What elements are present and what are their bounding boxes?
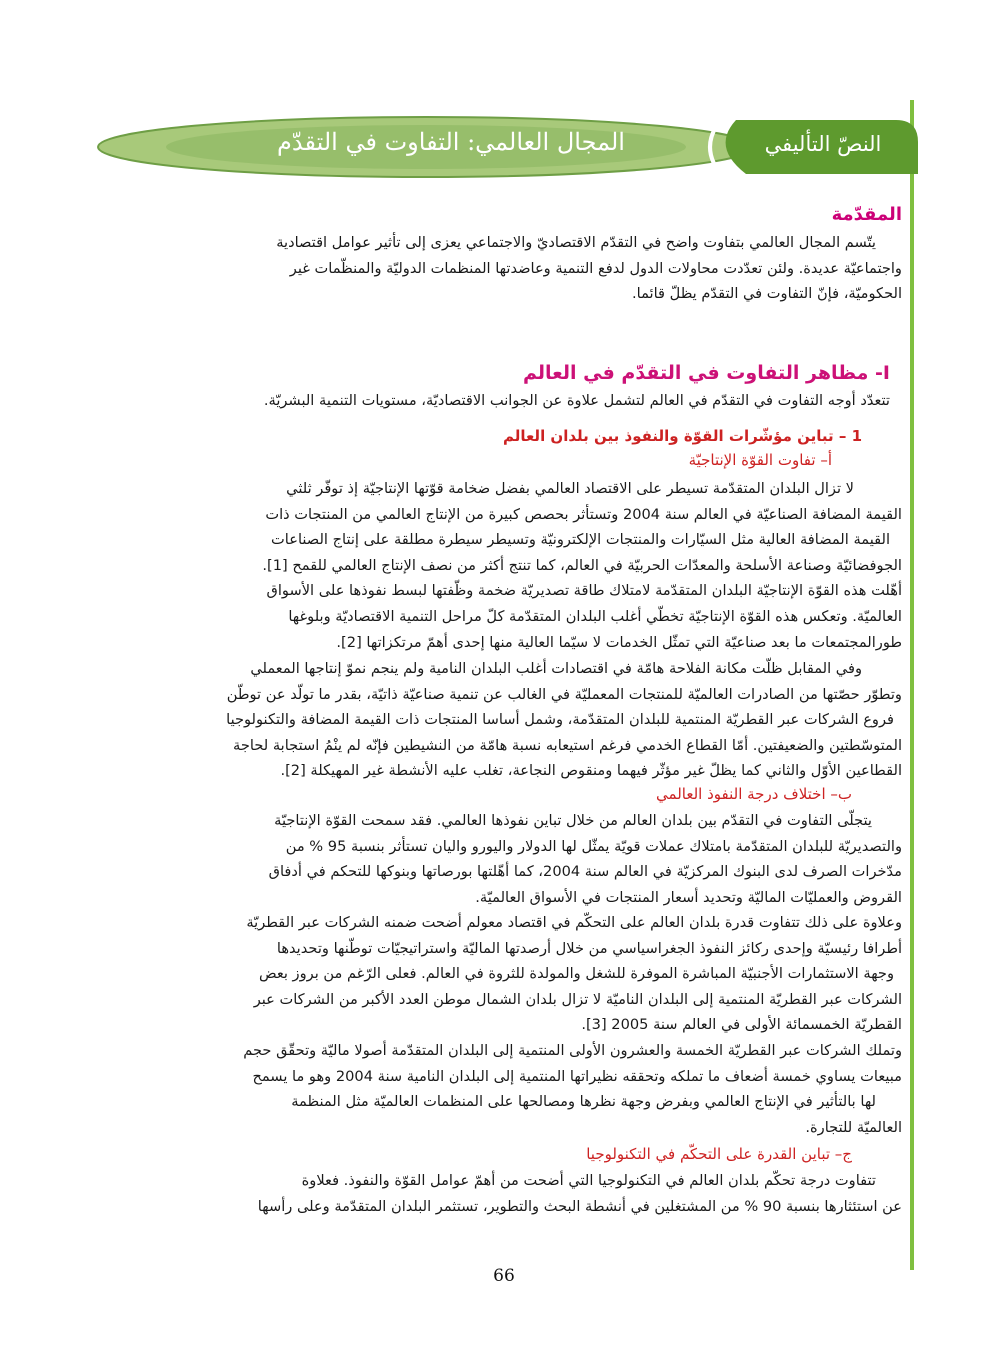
para-influence: يتجلّى التفاوت في التقدّم بين بلدان العالم من خلال تباين نفوذها العالمي. فقد سمحت القوّة الإنتاجيّة والتصديريّة للبلدان المتقدّمة بامتلاك عملات قويّة يمثّل لها الدولار واليورو واليان تستأثر بنسبة 95 % من مدّخرات الصرف لدى البنوك المركزيّة في العالم سنة 2004، كما أهّلتها بورصاتها وبنوكها للتحكم في أدفاق القروض والعمليّات الماليّة وتحديد أسعار المنتجات في الأسواق العالميّة. xyxy=(268,812,902,906)
para-technology: تتفاوت درجة تحكّم بلدان العالم في التكنولوجيا التي أضحت من أهمّ عوامل القوّة والنفوذ. فعلاوة عن استئثارها بنسبة 90 % من المشتغلين في أنشطة البحث والتطوير، تستثمر البلدان المتقدّمة وعلى رأسها xyxy=(257,1172,902,1215)
para-multinationals: وعلاوة على ذلك تتفاوت قدرة بلدان العالم على التحكّم في اقتصاد معولم أضحت ضمنه الشركات عبر القطريّة أطرافا رئيسيّة وإحدى ركائز النفوذ الجغراسياسي من خلال أرصدتها الماليّة واستراتيجيّات توطّنها وتحديدها وجهة الاستثمارات الأجنبيّة المباشرة الموفرة للشغل والمولدة للثروة في العالم. فعلى الرّغم من بروز بعض الشركات عبر القطريّة المنتمية إلى البلدان الناميّة لا تزال بلدان الشمال موطن العدد الأكبر من الشركات عبر القطريّة الخمسمائة الأولى في العالم سنة 2005 [3]. xyxy=(246,914,902,1034)
sub1-a-heading: أ– تفاوت القوّة الإنتاجيّة xyxy=(688,451,832,469)
intro-paragraph: يتّسم المجال العالمي بتفاوت واضح في التقدّم الاقتصاديّ والاجتماعي يعزى إلى تأثير عوامل اقتصادية واجتماعيّة عديدة. ولئن تعدّدت محاولات الدول لدفع التنمية وعاضدتها المنظمات الدوليّة والمنظّمات غير الحكوميّة، فإنّ التفاوت في التقدّم يظلّ قائما. xyxy=(276,234,902,303)
header-label: النصّ التأليفي xyxy=(764,132,882,156)
para-production: لا تزال البلدان المتقدّمة تسيطر على الاقتصاد العالمي بفضل ضخامة قوّتها الإنتاجيّة إذ توفّر ثلثي القيمة المضافة الصناعيّة في العالم سنة 2004 وتستأثر بحصص كبيرة من الإنتاج العالمي من المنتجات ذات القيمة المضافة العالية مثل السيّارات والمنتجات الإلكترونيّة وتسيطر سيطرة مطلقة على إنتاج الصناعات الجوفضائيّة وصناعة الأسلحة والمعدّات الحربيّة في العالم، كما تنتج أكثر من نصف الإنتاج العالمي للقمح [1]. أهّلت هذه القوّة الإنتاجيّة البلدان المتقدّمة لامتلاك طاقة تصديريّة ضخمة وظّفتها لبسط نفوذها على الأسواق العالميّة. وتعكس هذه القوّة الإنتاجيّة تخطّي أغلب البلدان المتقدّمة كلّ مراحل التنمية الاقتصاديّة وبلوغها طورالمجتمعات ما بعد صناعيّة التي تمثّل الخدمات لا سيّما العالية منها إحدى أهمّ مرتكزاتها [2]. xyxy=(262,480,902,651)
section1-heading: I- مظاهر التفاوت في التقدّم في العالم xyxy=(522,362,890,384)
sub1-b-heading: ب– اختلاف درجة النفوذ العالمي xyxy=(656,785,852,803)
para-assets: وتملك الشركات عبر القطريّة الخمسة والعشرون الأولى المنتمية إلى البلدان المتقدّمة أصولا ماليّة وتحقّق حجم مبيعات يساوي خمسة أضعاف ما تملكه وتحققه نظيراتها المنتمية إلى البلدان النامية سنة 2004 وهو ما يسمح لها بالتأثير في الإنتاج العالمي وبفرض وجهة نظرها ومصالحها على المنظمات العالميّة مثل المنظمة العالميّة للتجارة. xyxy=(243,1042,902,1136)
side-rule xyxy=(910,100,914,1270)
sub1-c-heading: ج– تباين القدرة على التحكّم في التكنولوجيا xyxy=(586,1145,852,1163)
sub1-heading: 1 – تباين مؤشّرات القوّة والنفوذ بين بلدان العالم xyxy=(502,427,862,445)
section1-paragraph: تتعدّد أوجه التفاوت في التقدّم في العالم لتشمل علاوة عن الجوانب الاقتصاديّة، مستويات التنمية البشريّة. xyxy=(263,392,890,409)
header-title: المجال العالمي: التفاوت في التقدّم xyxy=(277,128,625,156)
para-developing: وفي المقابل ظلّت مكانة الفلاحة هامّة في اقتصادات أغلب البلدان النامية ولم ينجم نموّ إنتاجها المعملي وتطوّر حصّتها من الصادرات العالميّة للمنتجات المعمليّة في الغالب عن تنمية صناعيّة ذاتيّة، بقدر ما تولّد عن توطّن فروع الشركات عبر القطريّة المنتمية للبلدان المتقدّمة، وشمل أساسا المنتجات ذات القيمة المضافة والتكنولوجيا المتوسّطتين والضعيفتين. أمّا القطاع الخدمي فرغم استيعابه نسبة هامّة من النشيطين فإنّه لم ينْمُ استجابة لحاجة القطاعين الأوّل والثاني كما يظلّ غير مؤثّر فيهما ومنقوص النجاعة، تغلب عليه الأنشطة غير المهيكلة [2]. xyxy=(226,660,902,780)
intro-heading: المقدّمة xyxy=(831,204,902,225)
header-banner xyxy=(96,112,918,182)
page-number: 66 xyxy=(493,1266,515,1286)
